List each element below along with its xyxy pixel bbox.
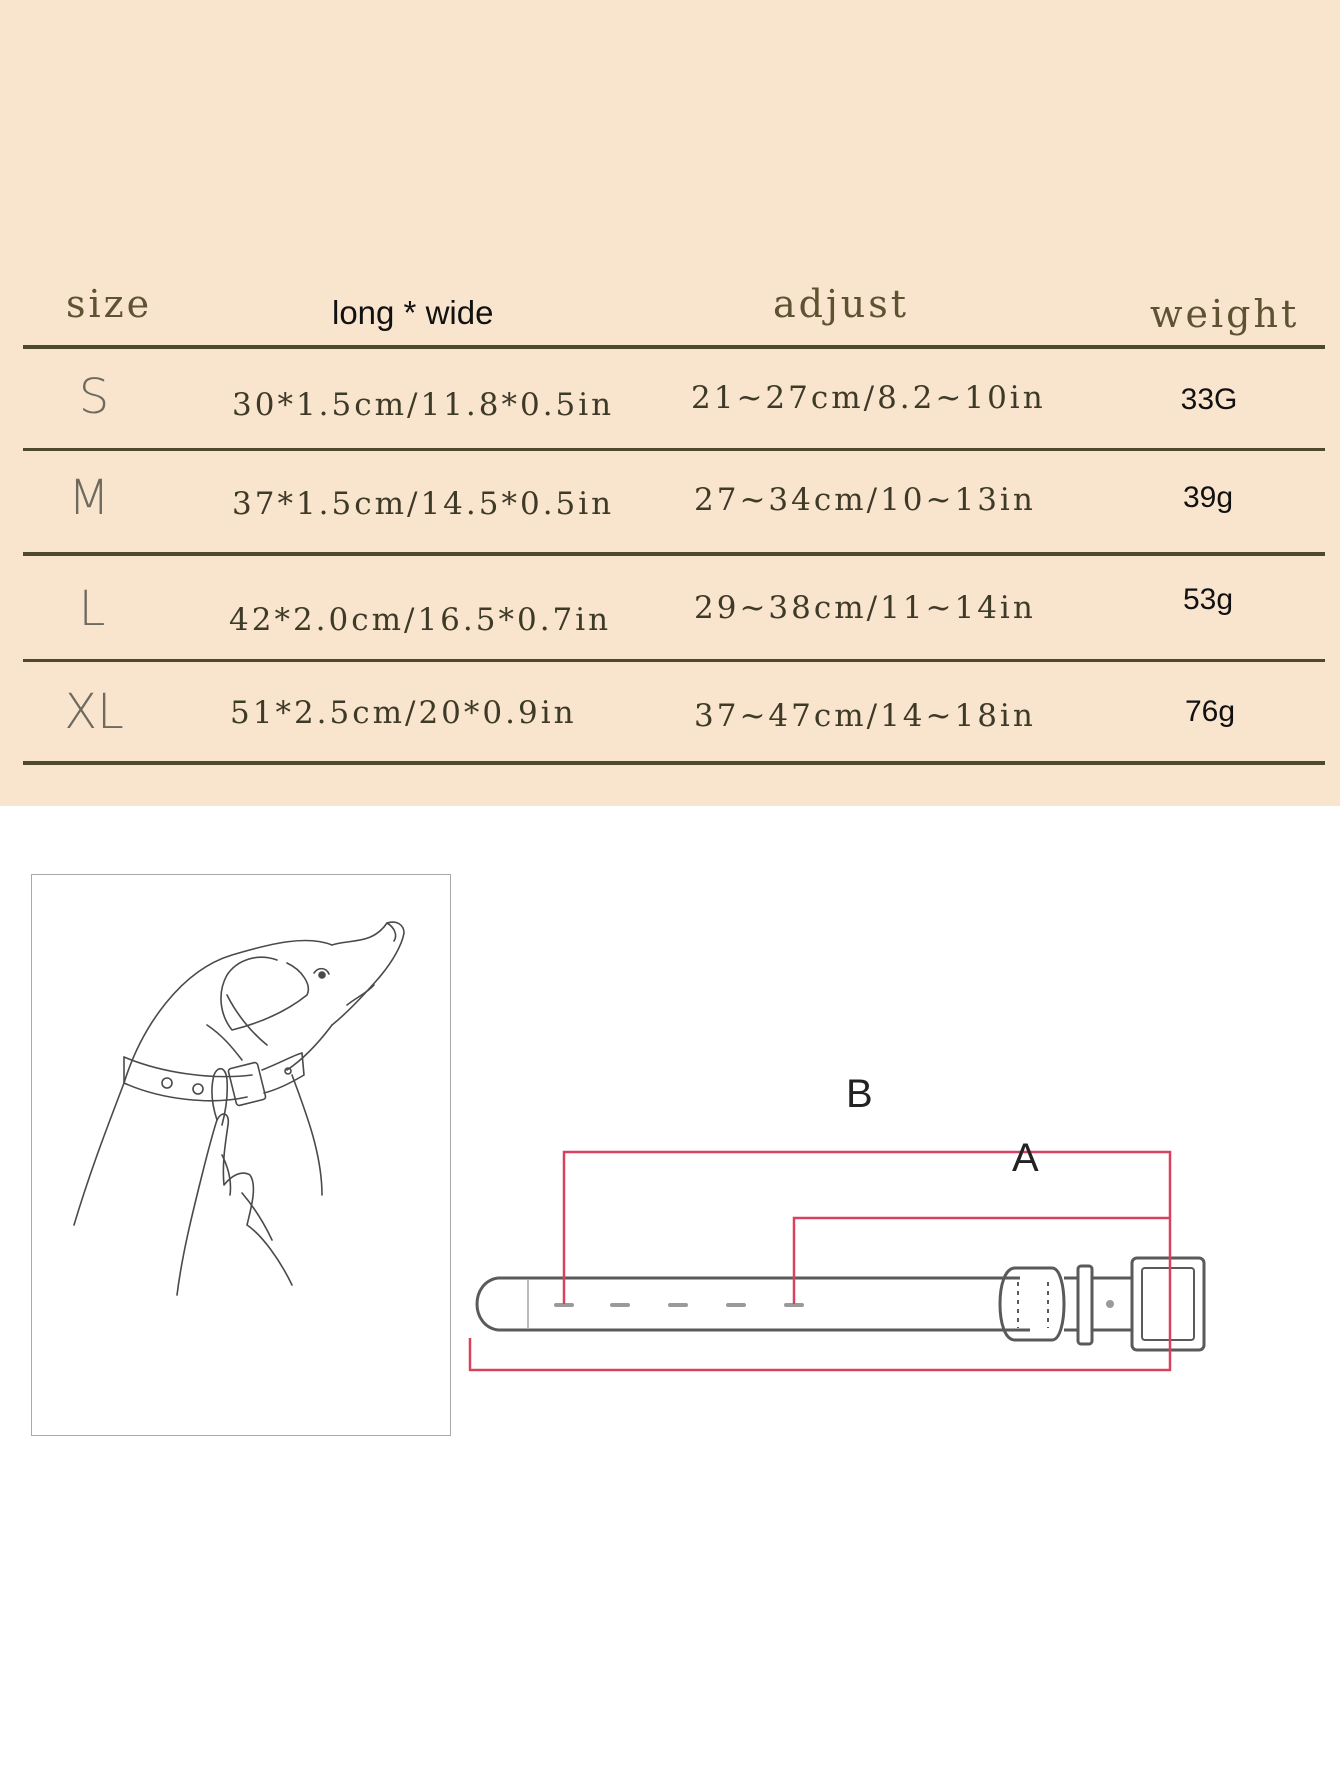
dimension-a <box>794 1218 1170 1304</box>
size-cell: S <box>78 369 110 425</box>
long-wide-cell: 42*2.0cm/16.5*0.7in <box>229 602 612 638</box>
adjust-cell: 27~34cm/10~13in <box>694 482 1036 518</box>
size-chart <box>0 0 1340 806</box>
collar-strap <box>498 1278 1030 1330</box>
size-cell: L <box>78 581 106 637</box>
weight-cell: 33G <box>1180 383 1238 416</box>
collar-buckle <box>1000 1258 1204 1350</box>
adjust-cell: 21~27cm/8.2~10in <box>691 380 1046 416</box>
adjust-cell: 37~47cm/14~18in <box>694 698 1036 734</box>
dog-illustration-frame <box>31 874 451 1436</box>
header-weight: weight <box>1150 292 1300 336</box>
label-a: A <box>1012 1136 1039 1180</box>
dog-collar-illustration <box>32 875 452 1437</box>
label-b: B <box>846 1072 873 1116</box>
header-size: size <box>66 282 153 326</box>
table-rule <box>23 659 1325 662</box>
long-wide-cell: 51*2.5cm/20*0.9in <box>230 695 577 731</box>
table-rule-bottom <box>23 761 1325 765</box>
weight-cell: 53g <box>1182 583 1234 616</box>
weight-cell: 39g <box>1182 481 1234 514</box>
adjust-cell: 29~38cm/11~14in <box>694 590 1036 626</box>
table-rule <box>23 552 1325 556</box>
table-rule <box>23 448 1325 451</box>
long-wide-cell: 37*1.5cm/14.5*0.5in <box>232 486 615 522</box>
size-cell: XL <box>64 684 124 740</box>
size-cell: M <box>68 470 110 526</box>
weight-cell: 76g <box>1184 695 1236 728</box>
header-long-wide: long * wide <box>332 294 494 331</box>
long-wide-cell: 30*1.5cm/11.8*0.5in <box>232 387 615 423</box>
collar-tip <box>477 1278 498 1330</box>
table-rule-top <box>23 345 1325 349</box>
dimension-lines <box>470 1152 1170 1370</box>
dimension-b <box>470 1152 1170 1370</box>
header-adjust: adjust <box>773 282 910 326</box>
